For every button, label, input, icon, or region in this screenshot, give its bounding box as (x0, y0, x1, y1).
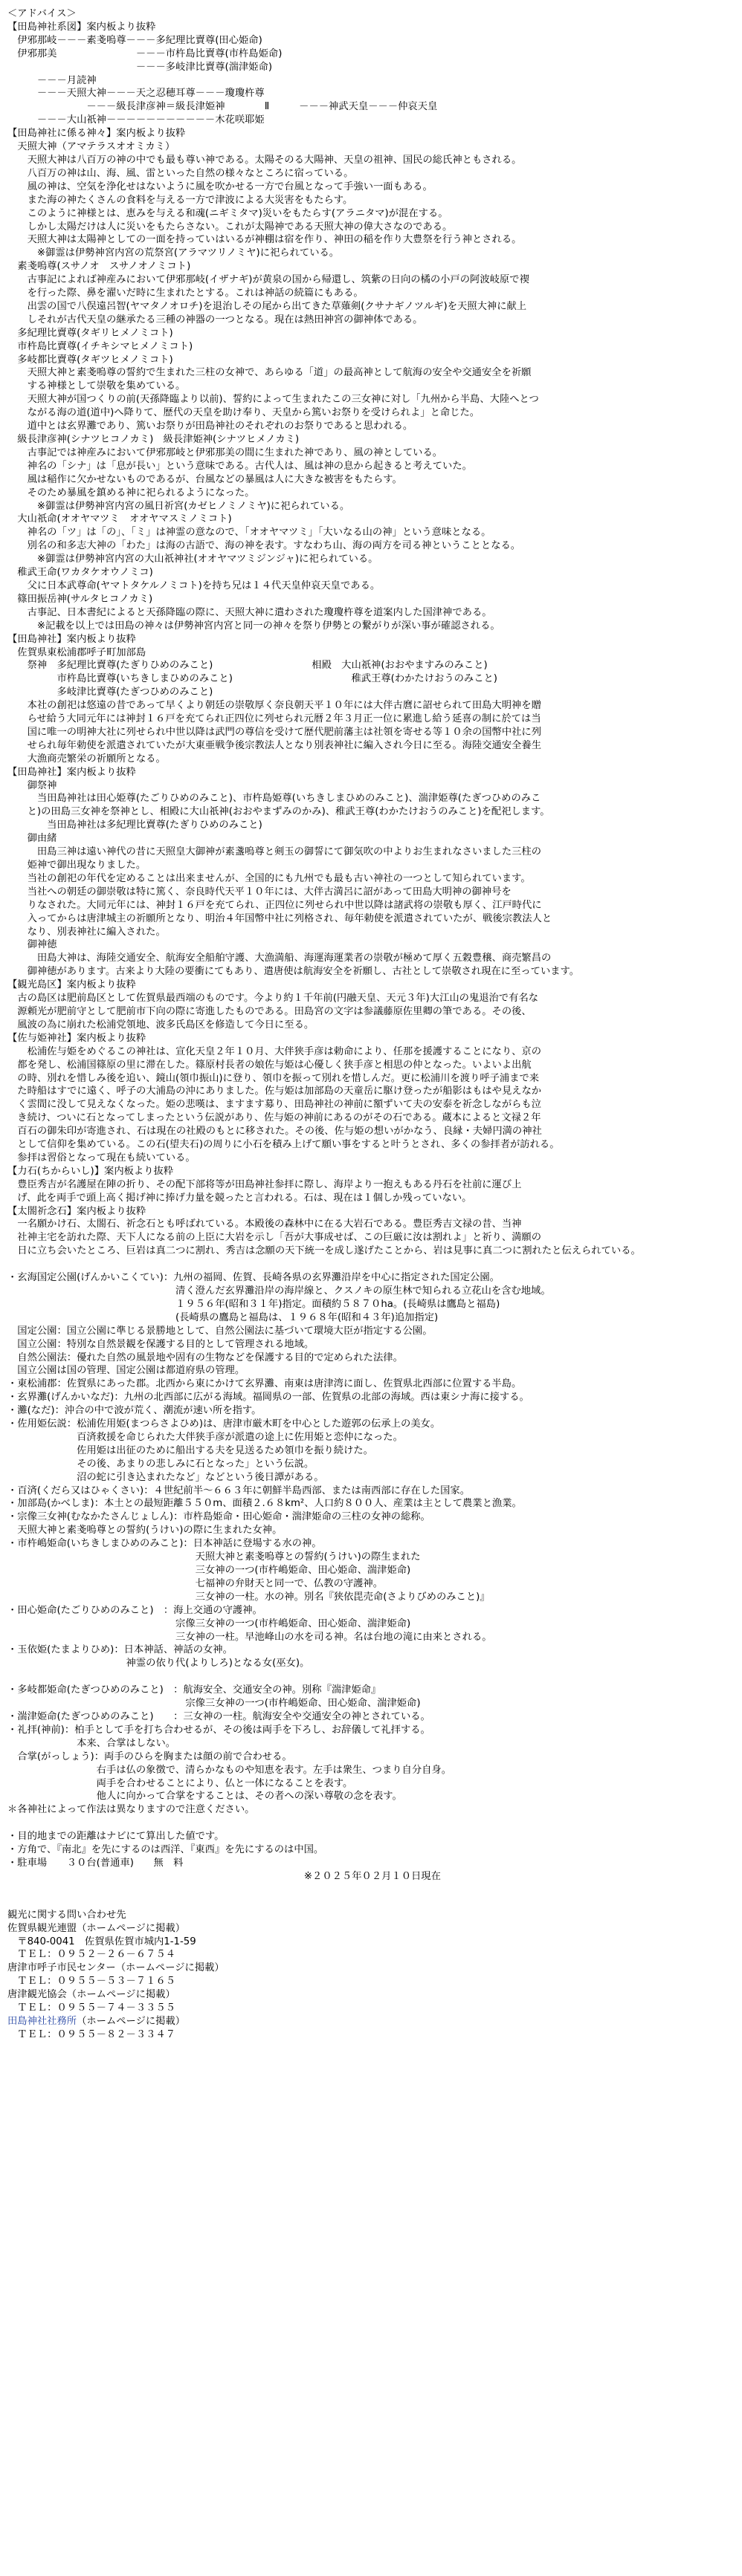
advice-line: 多紀理比賣尊(タギリヒメノミコト) (7, 327, 173, 339)
advice-line: 国立公園は国の管理、国定公園は都道府県の管理。 (7, 1365, 245, 1377)
advice-line: 八百万の神は山、海、風、雷といった自然の様々なところに宿っている。 (7, 167, 354, 179)
advice-body (7, 21, 726, 1884)
advice-line: 右手は仏の象徴で、清らかなものや知恵を表す。左手は衆生、つまり自分自身。 (7, 1764, 452, 1776)
contact-row (7, 1936, 726, 1949)
advice-line: 日に立ち会いたところ、巨岩は真二つに割れ、秀吉は念願の天下統一を成し遂げたことから、岩は見事に真二つに割れたと伝えられている。 (7, 1245, 641, 1257)
advice-line: 古の島区は肥前島区として佐賀県最西端のものです。今より約１千年前(円融天皇、天元３年)大江山の鬼退治で有名な (7, 993, 539, 1005)
advice-line: なり、別表神社に編入された。 (7, 926, 166, 938)
advice-line: 祭神 多紀理比賣尊(たぎりひめのみこと) 相殿 大山祇神(おおやますみのみこと) (7, 660, 488, 672)
advice-line: 合掌(がっしょう)：両手のひらを胸または顔の前で合わせる。 (7, 1751, 292, 1762)
shrine-office-link[interactable]: 田島神社社務所 (7, 2015, 77, 2027)
advice-line: 市杵島比賣尊(イチキシマヒメノミコト) (7, 340, 193, 352)
advice-line: そのため暴風を鎮める神に祀られるようになった。 (7, 487, 255, 499)
advice-line: 御神徳があります。古来より大陸の要衝にてもあり、遣唐使は航海安全を祈願し、古社として崇敬され現在に至っています。 (7, 966, 580, 978)
advice-line: 大漁商売繁栄の祈願所となる。 (7, 753, 166, 765)
advice-line: 【太閤祈念石】案内板より抜粋 (7, 1205, 146, 1217)
advice-line: －－－天照大神－－－天之忍穂耳尊－－－瓊瓊杵尊 (7, 88, 265, 100)
advice-line: 【田島神社に係る神々】案内板より抜粋 (7, 128, 186, 140)
advice-line: ・東松浦郡：佐賀県にあった郡。北西から東にかけて玄界灘、南東は唐津湾に面し、佐賀県北西部に位置する半島。 (7, 1378, 522, 1390)
advice-line: 当田島神社は多紀理比賣尊(たぎりひめのみこと) (7, 820, 262, 831)
advice-line: と)の田島三女神を祭神とし、相殿に大山祇神(おおやまずみのかみ)、稚武王尊(わかたけおうのみこと)を配祀します。 (7, 806, 550, 818)
advice-line: ※記載を以上では田島の神々は伊勢神宮内宮と同一の神々を祭り伊勢との繋がりが深い事が確認される。 (7, 620, 500, 632)
advice-line: 多岐津比賣尊(たぎつひめのみこと) (7, 687, 213, 698)
advice-line: 源頼光が肥前守として肥前市下向の際に寄進したものである。田島宮の文字は参議藤原佐里卿の筆である。その後、 (7, 1005, 532, 1017)
advice-line (7, 1258, 726, 1271)
contact-suffix: （ホームページに掲載） (77, 2015, 186, 2027)
advice-line: 大山祇命(オオヤマツミ オオヤマスミノミコト) (7, 513, 232, 525)
advice-line: せられ毎年勅使を派遣されていたが大東亜戦争後宗教法人となり別表神社に編入され今日に至る。海陸交通安全養生 (7, 739, 542, 751)
advice-line: りなされた。大同元年には、神封１６戸を充てられ、正四位に列せられ中世以降は諸武将の崇敬も厚く、江戸時代に (7, 899, 542, 911)
advice-line: き続け、ついに石となってしまったという伝説があり、佐与姫の神前にあるのがその石である。蔵本によると文禄２年 (7, 1112, 541, 1124)
advice-line: 天照大神と素戔嗚尊との誓約(うけい)の際に生まれた女神。 (7, 1525, 283, 1537)
advice-line: 古事記では神産みにおいて伊邪那岐と伊邪那美の間に生まれた神であり、風の神としている。 (7, 447, 443, 458)
advice-line: ながる海の道(道中)へ降りて、歴代の天皇を助け奉り、天皇から篤いお祭りを受けられよ」と命じた。 (7, 407, 480, 419)
advice-line: 国定公園：国立公園に準じる景勝地として、自然公園法に基づいて環境大臣が指定する公園。 (7, 1325, 433, 1337)
advice-line: 田島三神は遠い神代の昔に天照皇大御神が素盞嗚尊と剣玉の御誓にて御気吹の中よりお生まれなさいました三柱の (7, 846, 542, 858)
advice-line: その後、あまりの悲しみに石となった」という伝説。 (7, 1458, 314, 1470)
advice-line: ・玄海国定公園(げんかいこくてい)：九州の福岡、佐賀、長崎各県の玄界灘沿岸を中心に指定された国定公園。 (7, 1272, 500, 1284)
advice-line: ・玉依姫(たまよりひめ)：日本神話、神話の女神。 (7, 1644, 233, 1656)
advice-line: 三女神の一柱。水の神。別名『狭依毘売命(さよりびめのみこと)』 (7, 1591, 490, 1603)
contact-body (7, 1922, 726, 2042)
advice-line: 姫神で御出現なりました。 (7, 860, 146, 871)
advice-line: 神名の「ツ」は「の」、「ミ」は神霊の意なので、「オオヤマツミ」「大いなる山の神」という意味となる。 (7, 527, 491, 539)
advice-line: 稚武王命(ワカタケオウノミコ) (7, 567, 153, 579)
advice-line: １９５６年(昭和３１年)指定。面積約５８７０ha。(長崎県は鷹島と福島) (7, 1298, 500, 1310)
advice-line: として信仰を集めている。この石(望夫石)の周りに小石を積み上げて願い事をすると叶うとされ、多くの参拝者が訪れる。 (7, 1139, 560, 1151)
advice-line: 天照大神は太陽神としての一面を持っていはいるが神棚は宿を作り、神田の稲を作り大豊祭を行う神とされる。 (7, 234, 522, 246)
advice-line: 別名の和多志大神の「わた」は海の古語で、海の神を表す。すなわち山、海の両方を司る神ということとなる。 (7, 540, 521, 552)
advice-line: このように神様とは、恵みを与える和魂(ニギミタマ)災いをもたらす(アラニタマ)が混在する。 (7, 207, 448, 219)
advice-line: 篠田振岳神(サルタヒコノカミ) (7, 593, 153, 605)
advice-line: －－－月読神 (7, 74, 97, 86)
advice-line: 佐用姫は出征のために船出する夫を見送るため領巾を振り続けた。 (7, 1444, 373, 1456)
advice-line: 神名の「シナ」は「息が長い」という意味である。古代人は、風は神の息から起きると考えていた。 (7, 460, 472, 472)
advice-line: また海の神たくさんの食料を与える一方で津波による大災害をもたらす。 (7, 194, 353, 206)
contact-text: ＴＥＬ：０９５５－７４－３３５５ (7, 2002, 176, 2014)
advice-line: 天照大神と素戔嗚尊の誓約で生まれた三柱の女神で、あらゆる「道」の最高神として航海の安全や交通安全を祈願 (7, 367, 532, 379)
advice-line: 多岐都比賣尊(タギツヒメノミコト) (7, 354, 173, 366)
advice-line: ・方角で、『南北』を先にするのは西洋、『東西』を先にするのは中国。 (7, 1844, 324, 1856)
advice-line: 父に日本武尊命(ヤマトタケルノミコト)を持ち兄は１４代天皇仲哀天皇である。 (7, 580, 381, 591)
contact-text: ＴＥＬ：０９５５－８２－３３４７ (7, 2028, 176, 2040)
advice-line: 天照大神が国つくりの前(天孫降臨より以前)、誓約によって生まれたこの三女神に対し「九州から半島、大陸へとつ (7, 394, 539, 406)
advice-line: 本社の創祀は悠遠の昔であって早くより朝廷の崇敬厚く奈良朝天平１０年には大伴古麿に詔せられて田島大明神を贈 (7, 700, 541, 712)
advice-line (7, 1670, 726, 1684)
advice-line: 天照大神は八百万の神の中でも最も尊い神である。太陽そのる大陽神、天皇の祖神、国民の総氏神ともされる。 (7, 154, 522, 166)
advice-line: 田島大神は、海陸交通安全、航海安全船舶守護、大漁満船、海運海運業者の崇敬が極めて厚く五穀豊穣、商売繁昌の (7, 953, 552, 964)
advice-line: ※御霊は伊勢神宮内宮の風日祈宮(カゼヒノミノミヤ)に祀られている。 (7, 500, 350, 512)
advice-line: ※御霊は伊勢神宮内宮の大山祇神社(オオヤマツミジンジャ)に祀られている。 (7, 554, 378, 565)
advice-line: 【力石(ちからいし)】案内板より抜粋 (7, 1165, 174, 1177)
advice-line: 沼の蛇に引き込まれたなど」などという後日譚がある。 (7, 1471, 324, 1483)
advice-line: 当田島神社は田心姫尊(たごりひめのみこと)、市杵島姫尊(いちきしまひめのみこと)、湍津姫尊(たぎつひめのみこ (7, 793, 541, 805)
advice-line: 松浦佐与姫をめぐるこの神社は、宣化天皇２年１０月、大伴狭手彦は勅命により、任那を援護することになり、京の (7, 1045, 542, 1057)
advice-line: 両手を合わせることにより、仏と一体になることを表す。 (7, 1777, 353, 1789)
advice-line: 宗像三女神の一つ(市杵嶋姫命、田心姫命、湍津姫命) (7, 1618, 411, 1629)
contact-row (7, 1962, 726, 1975)
advice-line: 級長津彦神(シナツヒコノカミ) 級長津姫神(シナツヒメノカミ) (7, 434, 300, 445)
advice-line: 出雲の国で八俣遠呂智(ヤマタノオロチ)を退治しその尾から出てきた草薙剣(クサナギノツルギ)を天照大神に献上 (7, 300, 527, 312)
contact-row (7, 1948, 726, 1962)
advice-line: ・多岐都姫命(たぎつひめのみこと) ：航海安全、交通安全の神。別称『湍津姫命』 (7, 1684, 381, 1696)
advice-line: 一名願かけ石、太閤石、祈念石とも呼ばれている。本殿後の森林中に在る大岩石である。豊臣秀吉文禄の昔、当神 (7, 1219, 522, 1230)
advice-line: 古事記、日本書紀によると天孫降臨の際に、天照大神に遣わされた瓊瓊杵尊を道案内した国津神である。 (7, 606, 492, 618)
contact-row (7, 1975, 726, 1988)
advice-line: 七福神の弁財天と同一で、仏教の守護神。 (7, 1577, 384, 1589)
advice-line: 道中とは玄界灘であり、篤いお祭りが田島神社のそれぞれのお祭りであると思われる。 (7, 421, 413, 432)
advice-line: 本来、合掌はしない。 (7, 1737, 176, 1749)
advice-line: ※２０２５年０２月１０日現在 (7, 1870, 441, 1882)
advice-line: らせ給う大同元年には神封１６戸を充てられ正四位に列せられ元暦２年３月正一位に累進し給う延喜の制に於ては当 (7, 713, 541, 725)
advice-line: 【佐与姫神社】案内板より抜粋 (7, 1032, 146, 1044)
advice-line: 風の神は、空気を浄化せはないように風を吹かせる一方で台風となって手強い一面もある。 (7, 181, 433, 192)
advice-line: 清く澄んだ玄界灘沿岸の海岸線と、クスノキの原生林で知られる立花山を含む地域。 (7, 1285, 551, 1297)
advice-line: 神霊の依り代(よりしろ)となる女(巫女)。 (7, 1658, 310, 1670)
advice-line: 【田島神社】案内板より抜粋 (7, 766, 136, 778)
advice-line: 自然公園法：優れた自然の風景地や固有の生物などを保護する目的で定められた法律。 (7, 1352, 403, 1363)
advice-line: 当社の創祀の年代を定めることは出来ませんが、全国的にも九州でも最も古い神社の一つとして知られています。 (7, 872, 531, 884)
advice-line: 御神徳 (7, 939, 57, 951)
section-gap (7, 1884, 726, 1896)
contact-row (7, 2002, 726, 2015)
advice-line: ・駐車場 ３０台(普通車) 無 料 (7, 1857, 184, 1869)
advice-line: 国立公園：特別な自然景観を保護する目的として管理される地域。 (7, 1338, 314, 1350)
advice-line: する神様として崇敬を集めている。 (7, 380, 186, 392)
advice-line: 三女神の一柱。早池峰山の水を司る神。名は台地の滝に由来とされる。 (7, 1631, 492, 1643)
advice-line: 【田島神社】案内板より抜粋 (7, 633, 136, 645)
advice-line: －－－多岐津比賣尊(湍津姫命) (7, 61, 273, 73)
contact-text: ＴＥＬ：０９５５－５３－７１６５ (7, 1976, 176, 1988)
advice-line: 【田島神社系図】案内板より抜粋 (7, 21, 156, 33)
advice-line: －－－大山祇神－－－－－－－－－－－木花咲耶姫 (7, 114, 265, 126)
advice-line: ・目的地までの距離はナビにて算出した値です。 (7, 1831, 225, 1843)
advice-line: ・宗像三女神(むなかたさんじょしん)：市杵島姫命・田心姫命・湍津姫命の三柱の女神の総称。 (7, 1511, 430, 1523)
contact-text: 〒840-0041 佐賀県佐賀市城内1-1-59 (7, 1936, 196, 1947)
contact-row (7, 2028, 726, 2042)
contact-heading: 観光に関する問い合わせ先 (7, 1909, 126, 1921)
advice-line: 参拝は習俗となって現在も続いている。 (7, 1152, 196, 1164)
advice-line: ・田心姫命(たごりひめのみこと) ：海上交通の守護神。 (7, 1604, 262, 1616)
advice-line (7, 1817, 726, 1830)
advice-line: ・加部島(かべしま)：本土との最短距離５５０m、面積２.６８km²、人口約８００人、産業は主として農業と漁業。 (7, 1498, 522, 1510)
advice-line: た時船はすでに遠く、呼子の大浦島の沖にありました。佐与姫は加部島の天童岳に駆け登ったが船影はもはや見えなか (7, 1086, 542, 1097)
advice-line: ・灘(なだ)：沖合の中で波が荒く、潮流が速い所を指す。 (7, 1405, 262, 1417)
advice-line: 御由緒 (7, 833, 57, 845)
advice-line: 都を発し、松浦国篠原の里に滞在した。篠原村長者の娘佐与姫は心優しく狭手彦と相思の仲となった。いよいよ出航 (7, 1059, 532, 1071)
advice-line: の時、別れを惜しみ後を追い、鏡山(領巾振山)に登り、領巾を振って別れを惜しんだ。更に松浦川を渡り呼子浦まで来 (7, 1072, 540, 1084)
advice-line: 三女神の一つ(市杵嶋姫命、田心姫命、湍津姫命) (7, 1565, 411, 1577)
advice-line: 入ってからは唐津城主の祈願所となり、明治４年国幣中社に列格され、毎年勅使を派遣されていたが、戦後宗教法人と (7, 912, 552, 924)
advice-line: ・礼拝(神前)：柏手として手を打ち合わせるが、その後は両手を下ろし、お辞儀して礼拝する。 (7, 1724, 430, 1736)
advice-line: 当社への朝廷の御崇敬は特に篤く、奈良時代天平１０年には、大伴古満呂に詔があって田島大明神の御神号を (7, 886, 512, 898)
contact-text: 唐津市呼子市民センター（ホームページに掲載） (7, 1962, 225, 1974)
advice-line: 宗像三女神の一つ(市杵嶋姫命、田心姫命、湍津姫命) (7, 1698, 421, 1710)
advice-line: 天照大神（アマテラスオオミカミ） (7, 141, 175, 153)
advice-line: ※御霊は伊勢神宮内宮の荒祭宮(アラマツリノミヤ)に祀られている。 (7, 247, 340, 259)
contact-row (7, 2015, 726, 2028)
advice-line: 百済救援を命じられた大伴狭手彦が派遣の途上に佐用姫と恋仲になった。 (7, 1431, 403, 1443)
advice-line: (長崎県の鷹島と福島は、１９６８年(昭和４３年)追加指定) (7, 1311, 439, 1323)
advice-line: ・市杵嶋姫命(いちきしまひめのみこと)：日本神話に登場する水の神。 (7, 1538, 322, 1550)
advice-line: ＊各神社によって作法は異なりますので注意ください。 (7, 1804, 255, 1816)
section-gap (7, 1896, 726, 1909)
advice-line: －－－級長津彦神＝級長津姫神 Ⅱ －－－神武天皇－－－仲哀天皇 (7, 101, 438, 113)
advice-line: 伊邪那岐－－－素戔嗚尊－－－多紀理比賣尊(田心姫命) (7, 34, 262, 46)
advice-line: 御祭神 (7, 779, 57, 791)
advice-heading: ＜アドバイス＞ (7, 8, 77, 19)
contact-text: 唐津観光協会（ホームページに掲載） (7, 1989, 175, 2001)
advice-line: 他人に向かって合掌をすることは、その者への深い尊敬の念を表す。 (7, 1791, 402, 1803)
advice-line: しそれが古代天皇の継承たる三種の神器の一つとなる。現在は熱田神宮の御神体である。 (7, 314, 423, 325)
advice-line: 百石の御朱印が寄進され、石は現在の社殿のもとに移された。その後、佐与姫の想いがかなう、良縁・夫婦円満の神社 (7, 1126, 542, 1138)
contact-row (7, 1922, 726, 1936)
advice-line: 【観光島区】案内板より抜粋 (7, 979, 136, 991)
advice-line: しかし太陽だけは人に災いをもたらさない。これが太陽神である天照大神の偉大さなのである。 (7, 221, 453, 233)
advice-line: 風は稲作に欠かせないものであるが、台風などの暴風は人に大きな被害をもたらす。 (7, 473, 402, 485)
advice-line: 佐賀県東松浦郡呼子町加部島 (7, 646, 146, 658)
advice-line: 国に唯一の明神大社に列せられ中世以降は武門の尊信を受けて歴代肥前藩主は社領を寄せる等１０余の国幣中社に列 (7, 726, 542, 738)
advice-line: ・玄界灘(げんかいなだ)：九州の北西部に広がる海域。福岡県の一部、佐賀県の北部の海域。西は東シナ海に接する。 (7, 1392, 529, 1404)
advice-line: 社神主宅を訪れた際、天下人になる前の上臣に大岩を示し「吾が大事成せば、この巨厳に汝は割れよ」と祈り、満願の (7, 1232, 542, 1244)
contact-text: ＴＥＬ：０９５２－２６－６７５４ (7, 1949, 176, 1961)
advice-line: げ、此を両手で頭上高く掲げ神に捧げ力量を競ったと言われる。石は、現在は１個しか残っていない。 (7, 1192, 472, 1204)
advice-line: を行った際、鼻を濯いだ時に生まれたとする。これは神話の続篇にもある。 (7, 288, 364, 299)
advice-line: 天照大神と素戔嗚尊との誓約(うけい)の際生まれた (7, 1551, 421, 1563)
advice-line: ・湍津姫命(たぎつひめのみこと) ：三女神の一柱。航海安全や交通安全の神とされている。 (7, 1710, 430, 1722)
contact-text: 佐賀県観光連盟（ホームページに掲載） (7, 1922, 186, 1934)
advice-line: 風波の為に崩れた松浦党領地、波多氏島区を修造して今日に至る。 (7, 1019, 314, 1031)
advice-line: ・百済(くだら又はひゃくさい)：４世紀前半～６６３年に朝鮮半島西部、または南西部に存在した国家。 (7, 1485, 471, 1496)
contact-row (7, 1988, 726, 2002)
advice-line: 市杵島比賣尊(いちきしまひめのみこと) 稚武王尊(わかたけおうのみこと) (7, 673, 497, 685)
advice-line: 素戔嗚尊(スサノオ スサノオノミコト) (7, 261, 191, 273)
advice-line: 伊邪那美 －－－市杵島比賣尊(市杵島姫命) (7, 48, 283, 59)
advice-line: 豊臣秀吉が名護屋在陣の折り、その配下部将等が田島神社参拝に際し、海岸より一抱えもある丹石を社前に運び上 (7, 1178, 522, 1190)
advice-line: く雲間に没して見えなくなった。姫の悲嘆は、ますます募り、田島神社の神前に額ずいて夫の安泰を祈念しながらも泣 (7, 1099, 542, 1111)
advice-line: 古事記によれば神産みにおいて伊邪那岐(イザナギ)が黄泉の国から帰還し、筑紫の日向の橘の小戸の阿波岐原で禊 (7, 274, 529, 286)
advice-line: ・佐用姫伝説：松浦佐用姫(まつらさよひめ)は、唐津市厳木町を中心とした遊郭の伝承上の美女。 (7, 1418, 441, 1430)
